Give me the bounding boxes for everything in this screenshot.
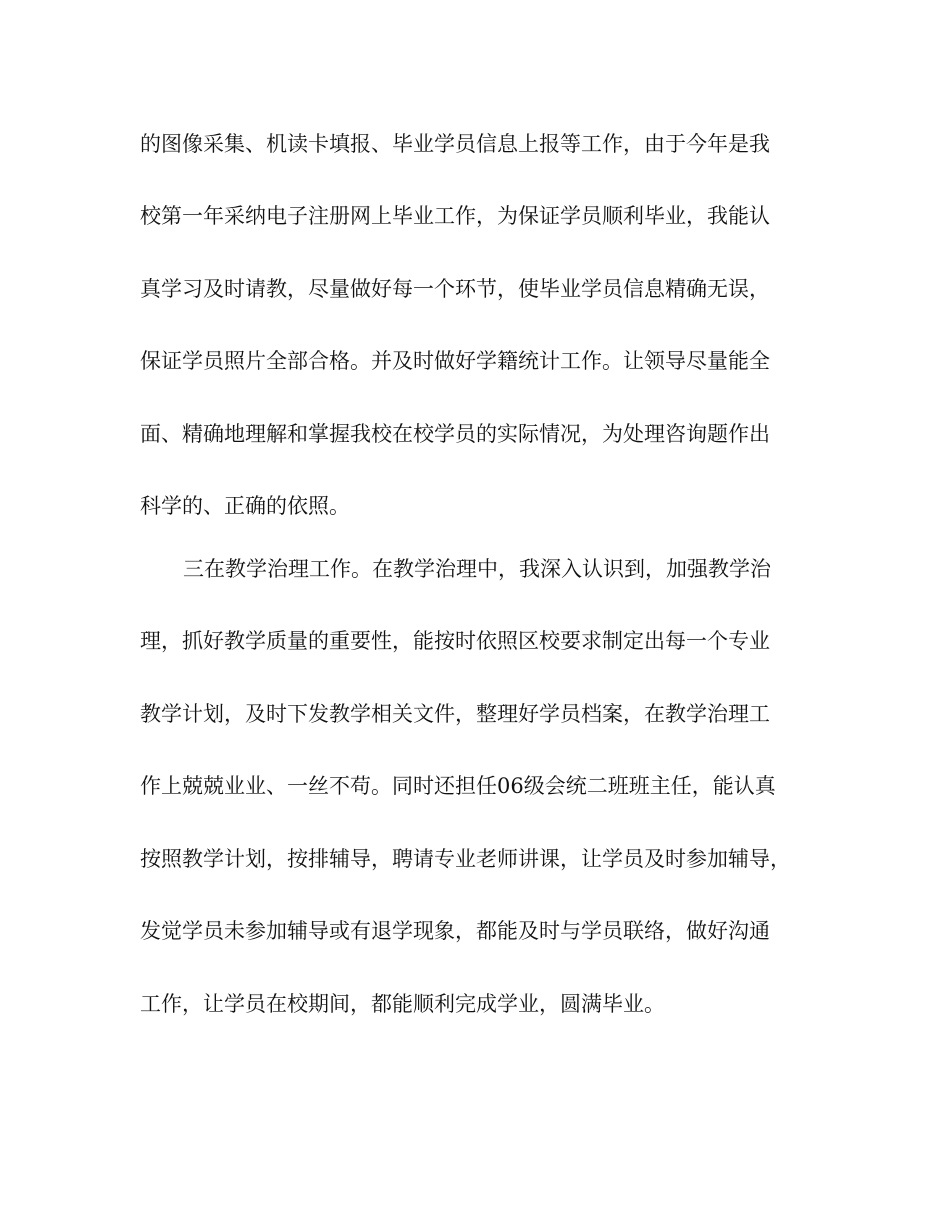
text-line: 教学计划，及时下发教学相关文件，整理好学员档案，在教学治理工: [140, 702, 770, 726]
text-line: 面、精确地理解和掌握我校在校学员的实际情况，为处理咨询题作出: [140, 422, 770, 446]
text-line: 保证学员照片全部合格。并及时做好学籍统计工作。让领导尽量能全: [140, 349, 770, 373]
text-line: 按照教学计划，按排辅导，聘请专业老师讲课，让学员及时参加辅导，: [140, 847, 791, 871]
paragraph-first-line: 三在教学治理工作。在教学治理中，我深入认识到，加强教学治: [183, 557, 771, 581]
text-line: 校第一年采纳电子注册网上毕业工作，为保证学员顺利毕业，我能认: [140, 204, 770, 228]
text-line: 理，抓好教学质量的重要性，能按时依照区校要求制定出每一个专业: [140, 629, 770, 653]
text-line: 的图像采集、机读卡填报、毕业学员信息上报等工作，由于今年是我: [140, 132, 770, 156]
text-line: 发觉学员未参加辅导或有退学现象，都能及时与学员联络，做好沟通: [140, 919, 770, 943]
text-line: 真学习及时请教，尽量做好每一个环节，使毕业学员信息精确无误，: [140, 277, 770, 301]
text-line: 科学的、正确的依照。: [140, 494, 350, 518]
text-line: 作上兢兢业业、一丝不苟。同时还担任06级会统二班班主任，能认真: [140, 774, 776, 798]
text-line: 工作，让学员在校期间，都能顺利完成学业，圆满毕业。: [140, 992, 665, 1016]
